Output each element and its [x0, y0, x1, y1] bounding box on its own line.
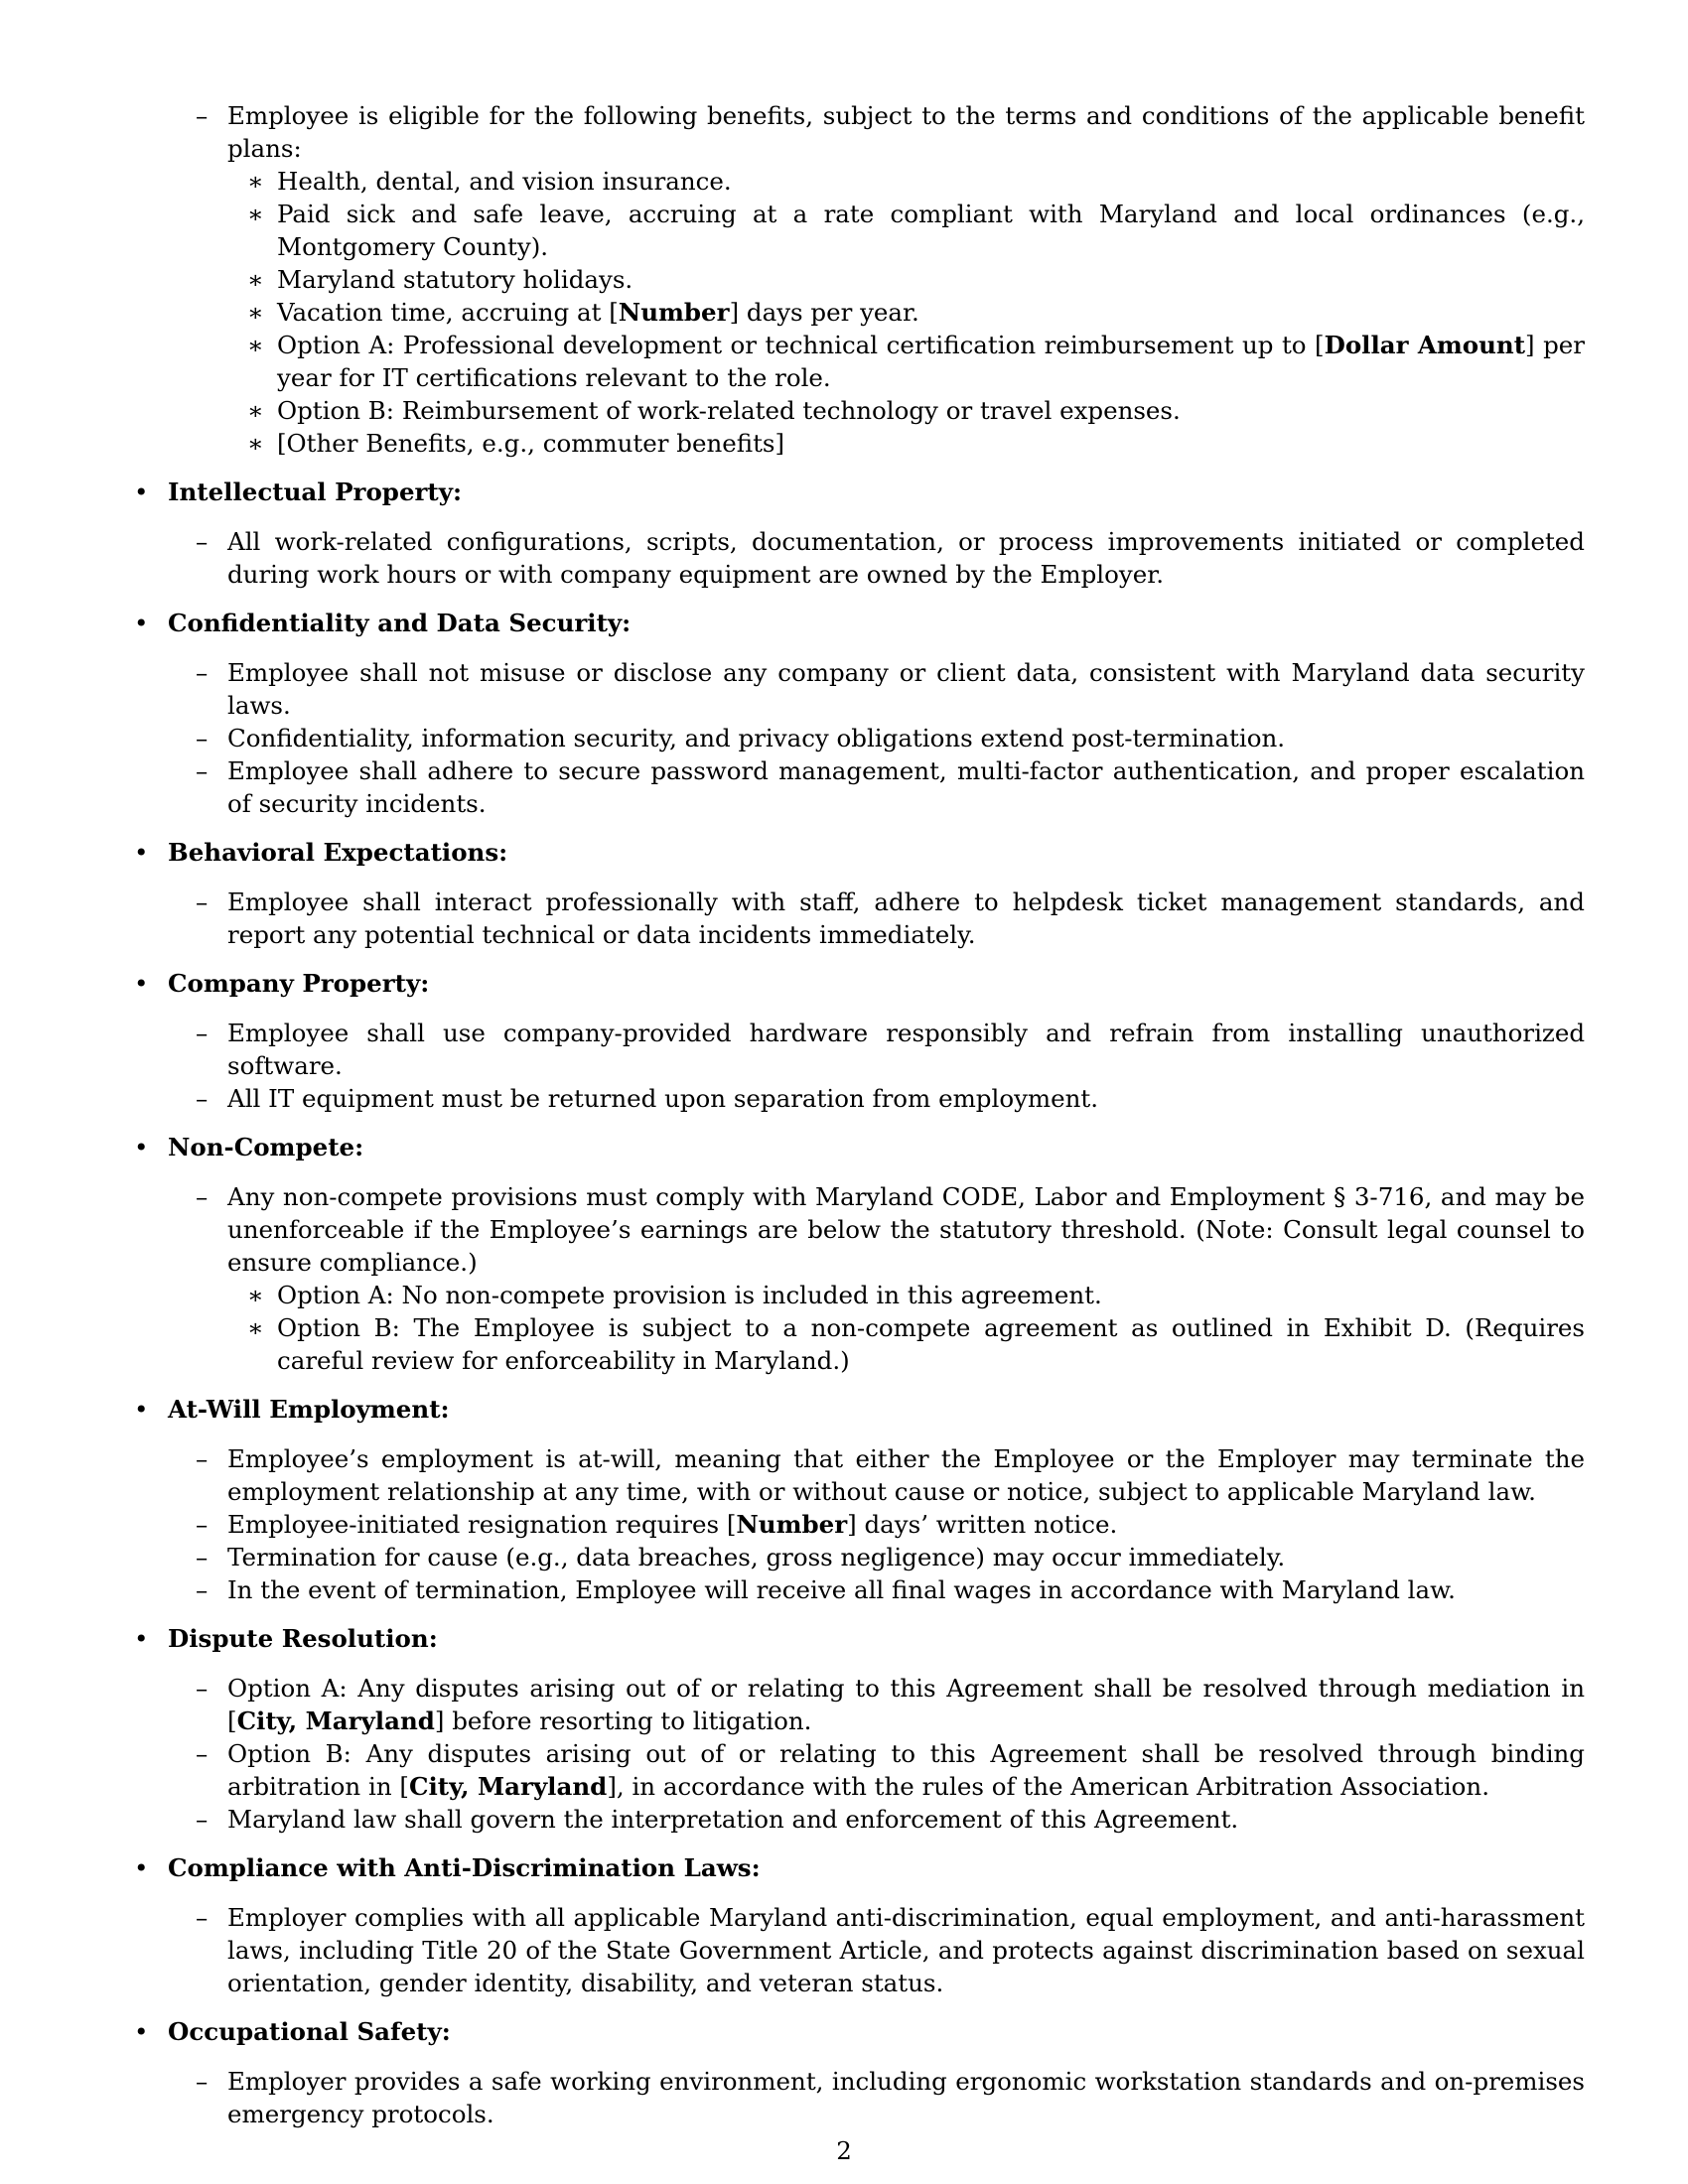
section-anti-discrimination — [134, 1851, 1585, 1999]
list-item: – Employer complies with all applicable Maryland anti-discrimination, equal employment, and anti-harassment laws, including Title 20 of the State Government Article, and protects against discrimination based on sexual orientation, gender identity, disability, and veteran status. — [196, 1903, 1585, 1997]
other-benefits-item: ∗ [Other Benefits, e.g., commuter benefits] — [247, 429, 785, 458]
bullet-marker: • — [134, 838, 149, 867]
section-title: Confidentiality and Data Security: — [168, 609, 632, 637]
list-item: – All work-related configurations, scripts, documentation, or process improvements initiated or completed during work hours or with company equipment are owned by the Employer. — [196, 527, 1585, 589]
section-behavioral-expectations — [134, 836, 1585, 951]
section-title: Dispute Resolution: — [168, 1624, 438, 1653]
list-item: – All IT equipment must be returned upon separation from employment. — [196, 1084, 1099, 1113]
benefits-sublist — [247, 165, 1585, 460]
section-title: At-Will Employment: — [168, 1395, 450, 1424]
section-list — [134, 476, 1585, 2130]
section-title: Non-Compete: — [168, 1133, 364, 1161]
list-item: – Termination for cause (e.g., data breaches, gross negligence) may occur immediately. — [196, 1543, 1286, 1571]
list-item: ∗ Maryland statutory holidays. — [247, 265, 633, 294]
benefits-intro — [196, 99, 1585, 460]
list-item: ∗ Option B: The Employee is subject to a non-compete agreement as outlined in Exhibit D. (Requires careful review for enforceability in Maryland.) — [247, 1313, 1585, 1375]
page-number: 2 — [836, 2136, 852, 2165]
benefits-intro-text: Employee is eligible for the following benefits, subject to the terms and conditions of the applicable benefit plans: — [227, 101, 1585, 163]
list-item: ∗ Option A: No non-compete provision is included in this agreement. — [247, 1281, 1102, 1309]
section-at-will-employment — [134, 1393, 1585, 1606]
section-confidentiality — [134, 607, 1585, 820]
list-item: – Employee shall use company-provided hardware responsibly and refrain from installing unauthorized software. — [196, 1019, 1585, 1080]
section-non-compete — [134, 1131, 1585, 1377]
list-item: ∗ Paid sick and safe leave, accruing at a rate compliant with Maryland and local ordinances (e.g., Montgomery County). — [247, 200, 1585, 261]
section-company-property — [134, 967, 1585, 1115]
list-item: – Employee-initiated resignation requires [Number] days’ written notice. — [196, 1510, 1118, 1539]
list-item: – Employee shall interact professionally with staff, adhere to helpdesk ticket management standards, and report any potential technical or data incidents immediately. — [196, 887, 1585, 949]
list-item: – In the event of termination, Employee will receive all final wages in accordance with Maryland law. — [196, 1575, 1456, 1604]
bullet-marker: • — [134, 1133, 149, 1161]
bullet-marker: • — [134, 2017, 149, 2046]
list-item: – Option B: Any disputes arising out of or relating to this Agreement shall be resolved through binding arbitration in [City, Maryland], in accordance with the rules of the American Arbitration Association. — [196, 1739, 1585, 1801]
section-title: Occupational Safety: — [168, 2017, 451, 2046]
bullet-marker: • — [134, 1395, 149, 1424]
section-title: Intellectual Property: — [168, 478, 463, 506]
list-item: – Confidentiality, information security, and privacy obligations extend post-termination. — [196, 724, 1286, 752]
list-item: ∗ Health, dental, and vision insurance. — [247, 167, 732, 196]
bullet-marker: • — [134, 478, 149, 506]
benefits-list — [196, 99, 1585, 460]
bullet-marker: • — [134, 609, 149, 637]
page-content — [134, 99, 1585, 2146]
option-a-item: ∗ Option A: Professional development or technical certification reimbursement up to [Dollar Amount] per year for IT certifications relevant to the role. — [247, 331, 1585, 392]
list-item: – Any non-compete provisions must comply with Maryland CODE, Labor and Employment § 3-716, and may be unenforceable if the Employee’s earnings are below the statutory threshold. (Note: Consult legal counsel to ensure compliance.) ∗ Option A: No non-compete provision is included in this agreement. ∗ Option B: The Employee is subject to a non-compete agreement as outlined in Exhibit D. (Requires careful review for enforceability in Maryland.) — [196, 1182, 1585, 1375]
bullet-marker: • — [134, 1624, 149, 1653]
list-item: – Option A: Any disputes arising out of or relating to this Agreement shall be resolved through mediation in [City, Maryland] before resorting to litigation. — [196, 1674, 1585, 1735]
section-occupational-safety — [134, 2015, 1585, 2130]
section-dispute-resolution — [134, 1622, 1585, 1836]
bullet-marker: • — [134, 1853, 149, 1882]
section-title: Compliance with Anti-Discrimination Laws: — [168, 1853, 761, 1882]
list-item: – Employee shall not misuse or disclose any company or client data, consistent with Maryland data security laws. — [196, 658, 1585, 720]
bullet-marker: • — [134, 969, 149, 998]
section-title: Company Property: — [168, 969, 430, 998]
vacation-item: ∗ Vacation time, accruing at [Number] days per year. — [247, 298, 919, 327]
section-intellectual-property — [134, 476, 1585, 591]
list-item: – Employee’s employment is at-will, meaning that either the Employee or the Employer may terminate the employment relationship at any time, with or without cause or notice, subject to applicable Maryland law. — [196, 1444, 1585, 1506]
list-item: – Employee shall adhere to secure password management, multi-factor authentication, and proper escalation of security incidents. — [196, 756, 1585, 818]
list-item: – Employer provides a safe working environment, including ergonomic workstation standards and on-premises emergency protocols. — [196, 2067, 1585, 2128]
option-b-item: ∗ Option B: Reimbursement of work-related technology or travel expenses. — [247, 396, 1181, 425]
section-title: Behavioral Expectations: — [168, 838, 508, 867]
dash-marker: – — [196, 101, 209, 130]
list-item: – Maryland law shall govern the interpretation and enforcement of this Agreement. — [196, 1805, 1239, 1834]
